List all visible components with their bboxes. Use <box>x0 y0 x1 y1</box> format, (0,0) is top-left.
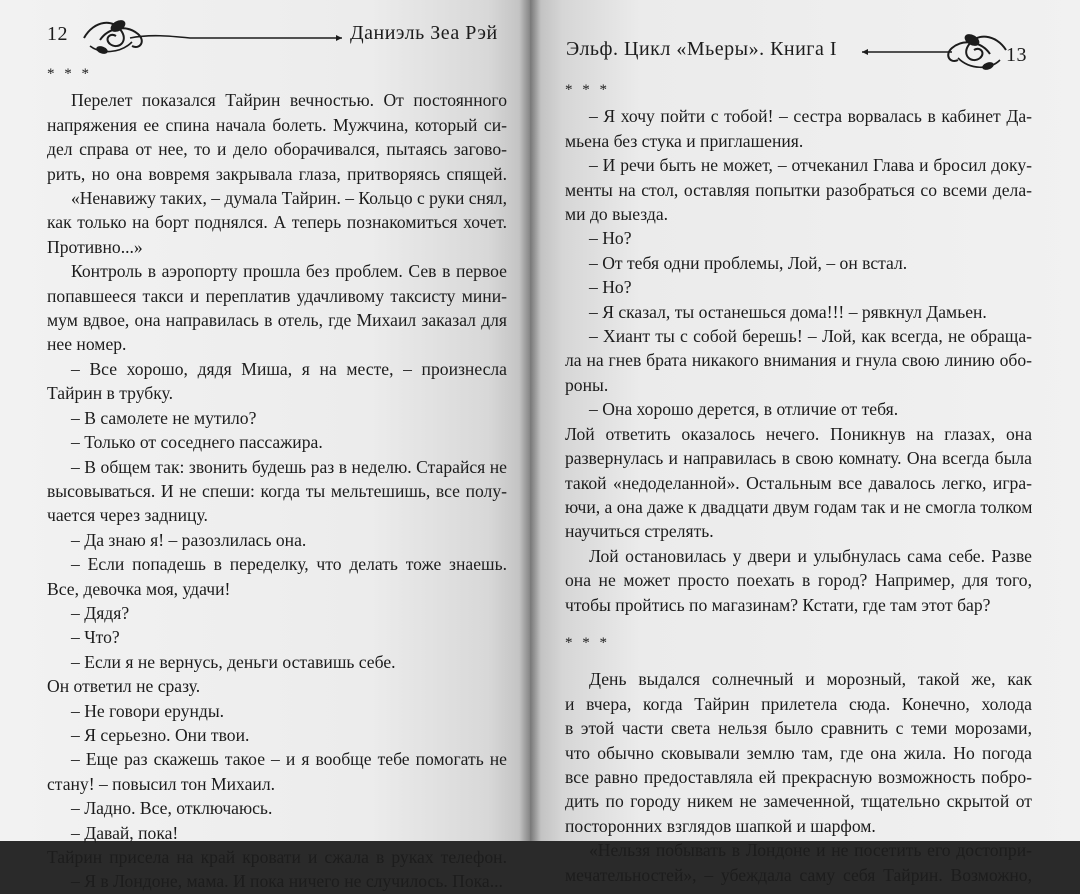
text-line: – Я сказал, ты останешься дома!!! – рявкнул Дамьен. <box>589 301 987 322</box>
text-line: Перелет показался Тайрин вечностью. От постоянного <box>71 90 507 111</box>
text-line: чтобы пройтись по магазинам? Кстати, где там этот бар? <box>565 594 991 615</box>
text-line: ла на гнев брата никакого внимания и гнула свою линию обо- <box>565 350 1032 371</box>
text-line: – Не говори ерунды. <box>71 700 225 721</box>
text-line: – Но? <box>589 277 632 298</box>
text-line: – Ладно. Все, отключаюсь. <box>71 798 273 819</box>
text-line: – Дядя? <box>71 602 130 623</box>
scene-break: * * * <box>565 82 610 98</box>
text-line: – Она хорошо дерется, в отличие от тебя. <box>589 399 899 420</box>
text-line: – В самолете не мутило? <box>71 407 257 428</box>
text-line: «Ненавижу таких, – думала Тайрин. – Кольцо с руки снял, <box>71 188 508 209</box>
text-line: нее номер. <box>47 334 127 355</box>
text-line: – Если я не вернусь, деньги оставишь себе. <box>71 651 396 672</box>
text-line: Лой остановилась у двери и улыбнулась сама себе. Разве <box>589 545 1032 566</box>
text-line: и вчера, когда Тайрин прилетела сюда. Конечно, холода <box>565 693 1032 714</box>
text-line: что обычно сковывали землю там, где она жила. Но погода <box>565 742 1032 763</box>
text-line: развернулась и направилась в свою комнату. Она всегда была <box>565 448 1032 469</box>
text-line: стану! – повысил тон Михаил. <box>47 773 276 794</box>
text-line: – Да знаю я! – разозлилась она. <box>71 529 307 550</box>
text-line: День выдался солнечный и морозный, такой же, как <box>589 669 1032 690</box>
text-line: – Я серьезно. Они твои. <box>71 724 250 745</box>
right-page <box>530 0 1080 885</box>
text-line: дить по городу никем не замеченной, тщательно скрытой от <box>565 791 1032 812</box>
text-line: – Но? <box>589 228 632 249</box>
running-head-right: Эльф. Цикл «Мьеры». Книга I <box>566 38 838 60</box>
text-line: посторонних взглядов шапкой и шарфом. <box>565 815 876 836</box>
ornament-left-icon <box>80 10 350 56</box>
text-line: мечательностей», – убеждала саму себя Тайрин. Возможно, <box>565 864 1032 885</box>
page-number-right: 13 <box>1006 44 1027 66</box>
text-line: роны. <box>565 374 609 395</box>
text-line: она не может просто поехать в город? Например, для того, <box>565 570 1032 591</box>
text-line: – Давай, пока! <box>71 822 179 843</box>
text-line: мьена без стука и приглашения. <box>565 130 804 151</box>
text-line: как только на борт поднялся. А теперь познакомиться хочет. <box>47 212 507 233</box>
text-line: – Все хорошо, дядя Миша, я на месте, – произнесла <box>71 358 507 379</box>
text-line: Тайрин присела на край кровати и сжала в руках телефон. <box>47 847 507 867</box>
ornament-right-icon <box>860 28 1010 74</box>
text-line: дел справа от нее, то и дело оборачивался, пытаясь загово- <box>47 139 507 160</box>
text-line: рить, но она вовремя закрывала глаза, притворяясь спящей. <box>47 163 507 184</box>
left-page <box>0 0 530 892</box>
text-line: все равно предоставляла ей прекрасную возможность побро- <box>565 766 1032 787</box>
scene-break: * * * <box>47 66 92 82</box>
text-line: Он ответил не сразу. <box>47 676 201 697</box>
text-line: – Я в Лондоне, мама. И пока ничего не случилось. Пока... <box>71 871 503 892</box>
text-line: мум вдвое, она направилась в отель, где Михаил заказал для <box>47 310 507 331</box>
text-line: – Если попадешь в переделку, что делать тоже знаешь. <box>71 554 507 575</box>
text-line: ми до выезда. <box>565 204 669 225</box>
text-line: такой «недоделанной». Остальным все давалось легко, игра- <box>565 472 1032 493</box>
page-number-left: 12 <box>47 23 68 45</box>
text-line: – Я хочу пойти с тобой! – сестра ворвалась в кабинет Да- <box>589 106 1032 127</box>
text-line: попавшееся такси и переплатив удачливому таксисту мини- <box>47 285 507 306</box>
text-line: менты на стол, оставляя попытки разобраться со всеми дела- <box>565 179 1032 200</box>
text-line: в этой части света нельзя было сравнить с теми морозами, <box>565 718 1032 739</box>
text-line: – От тебя одни проблемы, Лой, – он встал. <box>589 252 908 273</box>
text-line: ючи, а она даже к двадцати двум годам так и не смогла толком <box>565 496 1033 517</box>
scene-break: * * * <box>565 634 610 651</box>
text-line: – Еще раз скажешь такое – и я вообще тебе помогать не <box>71 749 507 770</box>
right-body-text <box>565 78 1032 887</box>
text-line: – В общем так: звонить будешь раз в неделю. Старайся не <box>71 456 507 477</box>
text-line: напряжения ее спина начала болеть. Мужчина, который си- <box>47 114 507 135</box>
text-line: Все, девочка моя, удачи! <box>47 578 231 599</box>
text-line: «Нельзя побывать в Лондоне и не посетить его достопри- <box>589 840 1032 861</box>
text-line: Контроль в аэропорту прошла без проблем. Сев в первое <box>71 261 507 282</box>
text-line: – Что? <box>71 627 120 648</box>
running-head-left: Даниэль Зеа Рэй <box>350 22 498 44</box>
left-body-text <box>47 62 507 894</box>
text-line: Тайрин в трубку. <box>47 383 173 404</box>
text-line: чается через задницу. <box>47 505 208 526</box>
text-line: – Только от соседнего пассажира. <box>71 432 323 453</box>
text-line: – И речи быть не может, – отчеканил Глава и бросил доку- <box>589 155 1032 176</box>
text-line: Лой ответить оказалось нечего. Поникнув на глазах, она <box>565 423 1032 444</box>
text-line: высовываться. И не спеши: когда ты мельтешишь, все полу- <box>47 480 507 501</box>
text-line: – Хиант ты с собой берешь! – Лой, как всегда, не обраща- <box>589 326 1032 347</box>
text-line: научиться стрелять. <box>565 521 714 542</box>
text-line: Противно...» <box>47 236 143 257</box>
